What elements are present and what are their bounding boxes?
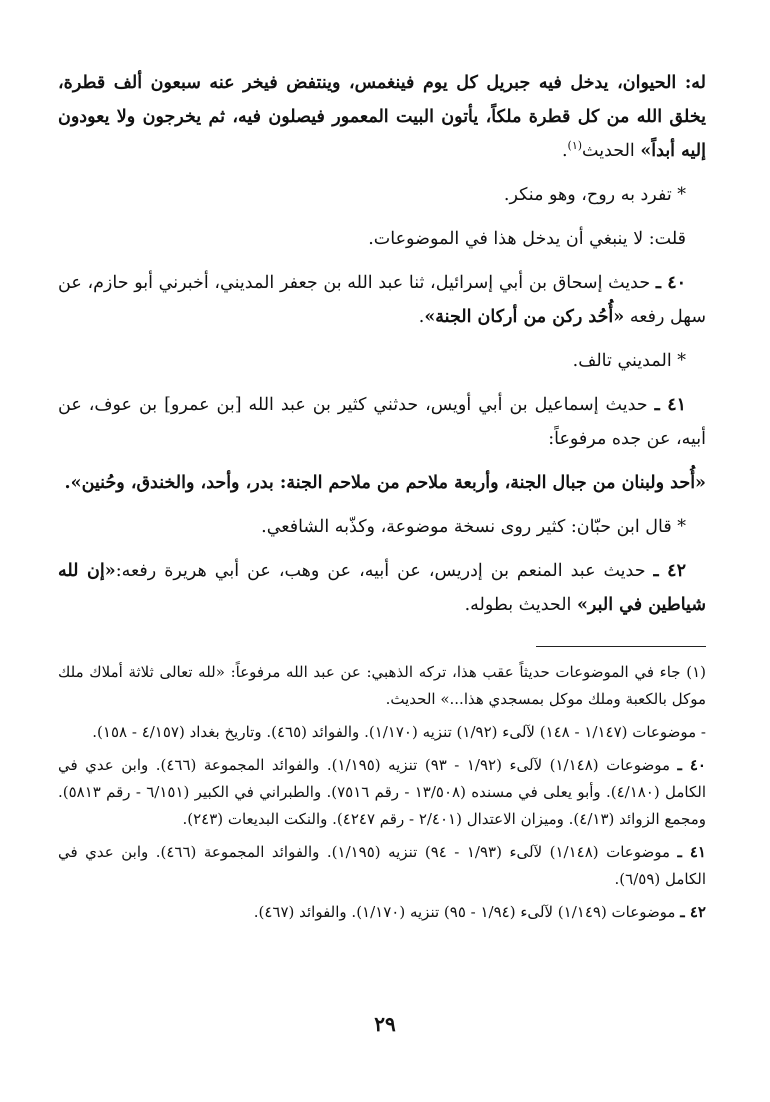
hadith-text: «إن لله شياطين في البر» — [58, 561, 706, 615]
footnote-42 — [58, 899, 706, 926]
comment-line: * المديني تالف. — [572, 351, 686, 371]
hadith-text: له: الحيوان، يدخل فيه جبريل كل يوم فينغمس، وينتفض فيخر عنه سبعون ألف قطرة، يخلق الله من كل قطرة ملكاً، يأتون البيت المعمور فيصلون فيه، ثم يخرجون ولا يعودون إليه أبداً» — [58, 73, 706, 161]
hadith-number: ٤٠ ـ — [655, 273, 686, 293]
punctuation: . — [418, 307, 425, 327]
hadith-41 — [58, 388, 706, 456]
footnote-number: ٤١ ـ — [677, 843, 706, 861]
hadith-number: ٤٢ ـ — [653, 561, 686, 581]
footnote-separator — [536, 646, 706, 647]
chain-text: حديث إسحاق بن أبي إسرائيل، ثنا عبد الله بن جعفر المديني، أخبرني أبو حازم، عن سهل رفعه — [58, 273, 706, 327]
hadith-text: «أُحُد ركن من أركان الجنة» — [424, 307, 625, 327]
hadith-number: ٤١ ـ — [654, 395, 686, 415]
footnote-text: موضوعات (١/١٤٩) لآلىء (١/٩٤ - ٩٥) تنزيه (١/١٧٠). والفوائد (٤٦٧). — [253, 903, 681, 921]
page-number: ٢٩ — [374, 1012, 396, 1036]
footnote-1: (١) جاء في الموضوعات حديثاً عقب هذا، تركه الذهبي: عن عبد الله مرفوعاً: «لله تعالى ثلاثة أملاك ملك موكل بالكعبة وملك موكل بمسجدي هذا...» الحديث. — [58, 663, 706, 708]
hadith-40 — [58, 266, 706, 334]
punctuation: . — [561, 141, 568, 161]
chain-text: حديث عبد المنعم بن إدريس، عن أبيه، عن وهب، عن أبي هريرة رفعه: — [115, 561, 654, 581]
footnote-1-sources: - موضوعات (١/١٤٧ - ١٤٨) لآلىء (١/٩٢) تنزيه (١/١٧٠). والفوائد (٤٦٥). وتاريخ بغداد (٤/١٥٧ - ١٥٨). — [92, 723, 706, 741]
hadith-42 — [58, 554, 706, 622]
hadith-label: الحديث بطوله. — [464, 595, 577, 615]
footnote-text: موضوعات (١/١٤٨) لآلىء (١/٩٢ - ٩٣) تنزيه (١/١٩٥). والفوائد المجموعة (٤٦٦). وابن عدي في الكامل (٤/١٨٠). وأبو يعلى في مسنده (١٣/٥٠٨ - رقم ٧٥١٦). والطبراني في الكبير (٦/١٥١ - رقم ٥٨١٣). ومجمع الزوائد (٤/١٣). وميزان الاعتدال (٢/٤٠١ - رقم ٤٢٤٧). والنكت البديعات (٢٤٣). — [58, 756, 706, 828]
footnote-text: موضوعات (١/١٤٨) لآلىء (١/٩٣ - ٩٤) تنزيه (١/١٩٥). والفوائد المجموعة (٤٦٦). وابن عدي في الكامل (٦/٥٩). — [58, 843, 706, 888]
footnote-40 — [58, 752, 706, 833]
hadith-label: الحديث — [582, 141, 641, 161]
comment-line: * قال ابن حبّان: كثير روى نسخة موضوعة، وكذّبه الشافعي. — [261, 517, 686, 537]
hadith-text: «أُحد ولبنان من جبال الجنة، وأربعة ملاحم من ملاحم الجنة: بدر، وأحد، والخندق، وحُنين». — [64, 473, 706, 493]
footnote-number: ٤٠ ـ — [677, 756, 706, 774]
footnote-ref[interactable]: (١) — [567, 139, 583, 153]
footnote-41 — [58, 839, 706, 893]
chain-text: حديث إسماعيل بن أبي أويس، حدثني كثير بن عبد الله [بن عمرو] بن عوف، عن أبيه، عن جده مرفوعاً: — [58, 395, 706, 449]
footnote-number: ٤٢ ـ — [680, 903, 706, 921]
note-line: قلت: لا ينبغي أن يدخل هذا في الموضوعات. — [368, 229, 686, 249]
paragraph-continuation — [58, 66, 706, 168]
comment-line: * تفرد به روح، وهو منكر. — [503, 185, 686, 205]
